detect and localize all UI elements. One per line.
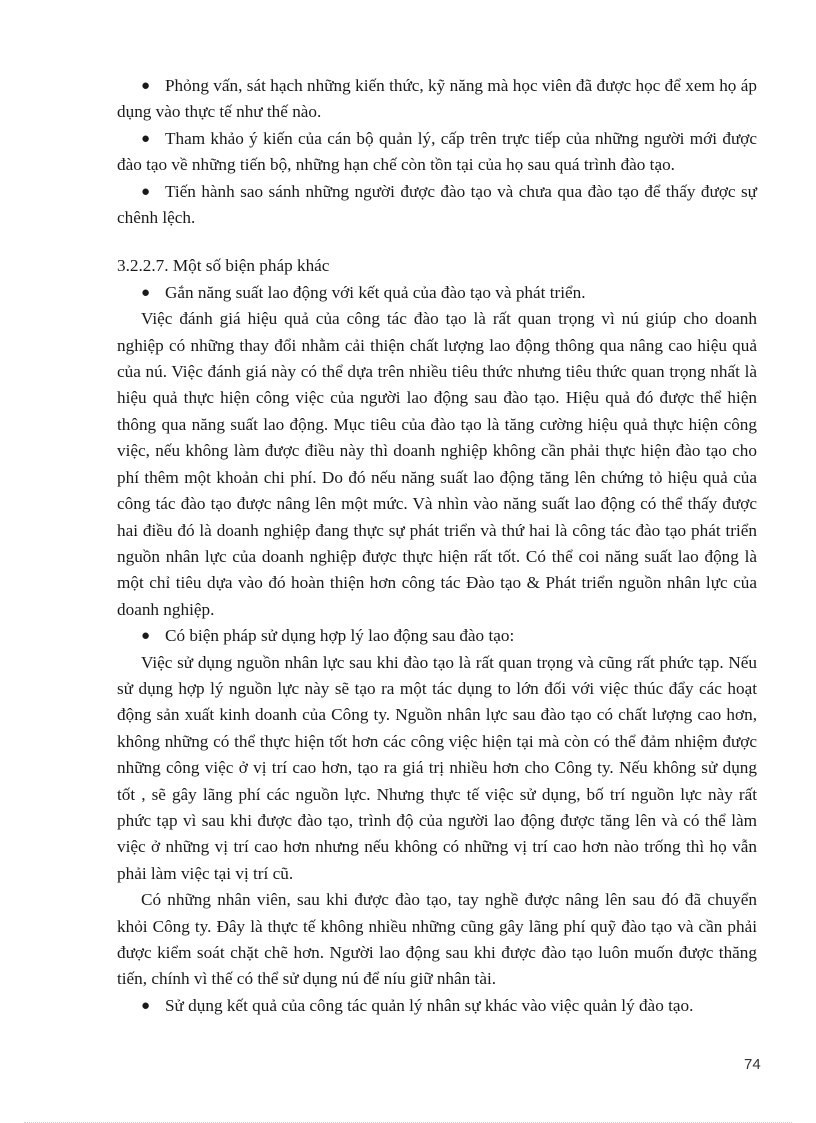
section-heading: 3.2.2.7. Một số biện pháp khác — [117, 256, 330, 276]
paragraph-text: Phỏng vấn, sát hạch những kiến thức, kỹ năng mà học viên đã được học để xem họ áp dụng vào thực tế như thế nào. — [117, 76, 757, 122]
bullet-paragraph — [117, 179, 757, 232]
bullet-icon: ● — [141, 628, 151, 645]
bullet-paragraph — [117, 623, 757, 649]
bullet-icon: ● — [141, 997, 151, 1014]
bullet-icon: ● — [141, 130, 151, 147]
bullet-paragraph — [117, 73, 757, 126]
bullet-paragraph — [117, 280, 757, 306]
page-number: 74 — [744, 1056, 761, 1073]
body-paragraph: Có những nhân viên, sau khi được đào tạo, tay nghề được nâng lên sau đó đã chuyển khỏi Công ty. Đây là thực tế không nhiều những cũng gây lãng phí quỹ đào tạo và cần phải được kiểm soát chặt chẽ hơn. Người lao động sau khi được đào tạo luôn muốn được thăng tiến, chính vì thế có thể sử dụng nú để níu giữ nhân tài. — [117, 890, 757, 989]
paragraph-text: Tiến hành sao sánh những người được đào tạo và chưa qua đào tạo để thấy được sự chênh lệch. — [117, 181, 757, 228]
bullet-paragraph — [117, 993, 757, 1019]
paragraph-text: Có biện pháp sử dụng hợp lý lao động sau đào tạo: — [165, 626, 515, 646]
page-body — [117, 73, 757, 1019]
paragraph-text: Gắn năng suất lao động với kết quả của đào tạo và phát triển. — [165, 282, 586, 302]
bullet-icon: ● — [141, 78, 151, 94]
bullet-icon: ● — [141, 183, 151, 200]
bullet-icon: ● — [141, 284, 151, 301]
paragraph-text: Sử dụng kết quả của công tác quản lý nhân sự khác vào việc quản lý đào tạo. — [165, 995, 694, 1015]
body-paragraph: Việc đánh giá hiệu quả của công tác đào tạo là rất quan trọng vì nú giúp cho doanh nghiệp có những thay đổi nhằm cải thiện chất lượng lao động thông qua nâng cao hiệu quả của nú. Việc đánh giá này có thể dựa trên nhiều tiêu thức nhưng tiêu thức quan trọng nhất là hiệu quả thực hiện công việc của người lao động sau đào tạo. Hiệu quả đó được thể hiện thông qua năng suất lao động. Mục tiêu của đào tạo là tăng cường hiệu quả thực hiện công việc, nếu không làm được điều này thì doanh nghiệp không cần phải thực hiện đào tạo cho phí thêm một khoản chi phí. Do đó nếu năng suất lao động tăng lên chứng tỏ hiệu quả của công tác đào tạo được nâng lên một mức. Và nhìn vào năng suất lao động có thể thấy được hai điều đó là doanh nghiệp đang thực sự phát triển và thứ hai là công tác đào tạo phát triển nguồn nhân lực của doanh nghiệp được thực hiện rất tốt. Có thể coi năng suất lao động là một chỉ tiêu dựa vào đó hoàn thiện hơn công tác Đào tạo & Phát triển nguồn nhân lực của doanh nghiệp. — [117, 309, 757, 619]
paragraph-text: Tham khảo ý kiến của cán bộ quản lý, cấp trên trực tiếp của những người mới được đào tạo về những tiến bộ, những hạn chế còn tồn tại của họ sau quá trình đào tạo. — [117, 128, 757, 175]
body-paragraph: Việc sử dụng nguồn nhân lực sau khi đào tạo là rất quan trọng và cũng rất phức tạp. Nếu sử dụng hợp lý nguồn lực này sẽ tạo ra một tác dụng to lớn đối với việc thúc đẩy các hoạt động sản xuất kinh doanh của Công ty. Nguồn nhân lực sau đào tạo có chất lượng cao hơn, không những có thể thực hiện tốt hơn các công việc hiện tại mà còn có thể đảm nhiệm được những công việc ở vị trí cao hơn, tạo ra giá trị nhiều hơn cho Công ty. Nếu không sử dụng tốt , sẽ gây lãng phí các nguồn lực. Nhưng thực tế việc sử dụng, bố trí nguồn lực này rất phức tạp vì sau khi được đào tạo, trình độ của người lao động được tăng lên và có thể làm việc ở những vị trí cao hơn nhưng nếu không có những vị trí cao hơn nào trống thì họ vẫn phải làm việc tại vị trí cũ. — [117, 652, 757, 883]
bullet-paragraph — [117, 126, 757, 179]
